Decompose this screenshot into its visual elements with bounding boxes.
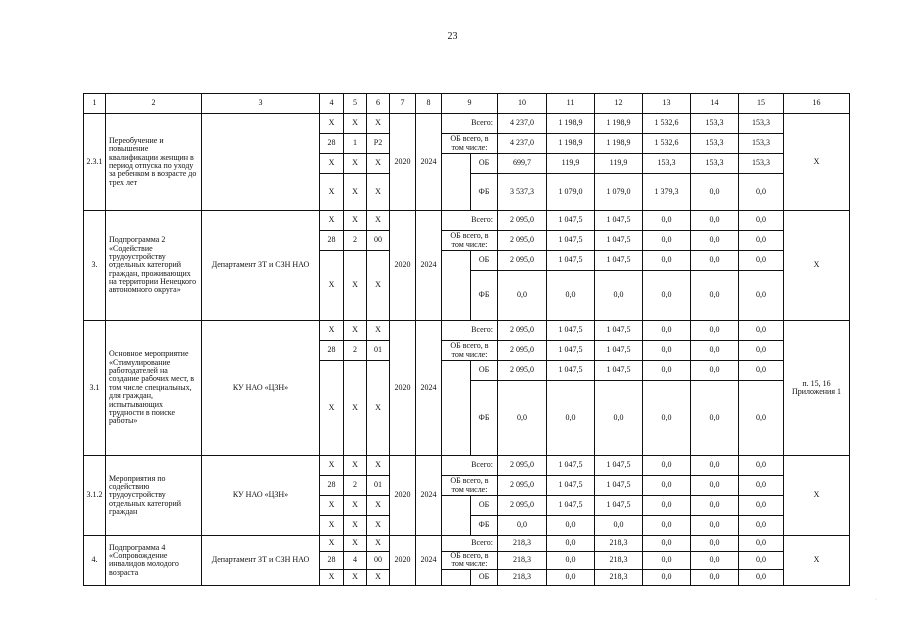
amount-col-11: 0,0 bbox=[547, 569, 595, 585]
code-col-5: X bbox=[344, 174, 367, 211]
code-col-6: X bbox=[367, 114, 390, 134]
funding-source: ОБ всего, в том числе: bbox=[442, 134, 498, 154]
amount-col-14: 0,0 bbox=[691, 341, 739, 361]
amount-col-11: 1 047,5 bbox=[547, 361, 595, 381]
code-col-4: 28 bbox=[320, 134, 344, 154]
amount-col-13: 0,0 bbox=[643, 271, 691, 321]
funding-source: ОБ bbox=[471, 569, 498, 585]
amount-col-12: 1 047,5 bbox=[595, 231, 643, 251]
amount-col-12: 1 047,5 bbox=[595, 361, 643, 381]
amount-col-10: 2 095,0 bbox=[498, 251, 547, 271]
amount-col-15: 0,0 bbox=[739, 321, 784, 341]
amount-col-12: 1 047,5 bbox=[595, 341, 643, 361]
funding-source: ФБ bbox=[471, 381, 498, 456]
code-col-6: 01 bbox=[367, 476, 390, 496]
amount-col-12: 1 047,5 bbox=[595, 476, 643, 496]
code-col-6: X bbox=[367, 154, 390, 174]
header-cell-14: 14 bbox=[691, 94, 739, 114]
amount-col-13: 0,0 bbox=[643, 361, 691, 381]
amount-col-11: 0,0 bbox=[547, 381, 595, 456]
financing-table bbox=[83, 93, 850, 586]
code-col-5: X bbox=[344, 114, 367, 134]
source-indent bbox=[442, 569, 471, 585]
item-name: Мероприятия по содействию трудоустройству отдельных категорий граждан bbox=[106, 456, 202, 536]
funding-source: ФБ bbox=[471, 516, 498, 536]
amount-col-13: 0,0 bbox=[643, 251, 691, 271]
source-indent bbox=[442, 154, 471, 211]
amount-col-14: 153,3 bbox=[691, 134, 739, 154]
amount-col-14: 0,0 bbox=[691, 174, 739, 211]
item-name: Подпрограмма 2 «Содействие трудоустройству отдельных категорий граждан, проживающих на территории Ненецкого автономного округа» bbox=[106, 211, 202, 321]
header-cell-12: 12 bbox=[595, 94, 643, 114]
amount-col-14: 0,0 bbox=[691, 552, 739, 570]
amount-col-11: 0,0 bbox=[547, 271, 595, 321]
code-col-6: X bbox=[367, 174, 390, 211]
code-col-6: X bbox=[367, 536, 390, 552]
code-col-6: X bbox=[367, 456, 390, 476]
amount-col-14: 0,0 bbox=[691, 476, 739, 496]
item-name: Основное мероприятие «Стимулирование работодателей на создание рабочих мест, в том числе специальных, для граждан, испытывающих трудности в поиске работы» bbox=[106, 321, 202, 456]
amount-col-10: 699,7 bbox=[498, 154, 547, 174]
amount-col-15: 0,0 bbox=[739, 476, 784, 496]
code-col-5: X bbox=[344, 516, 367, 536]
funding-source: Всего: bbox=[442, 456, 498, 476]
amount-col-15: 0,0 bbox=[739, 211, 784, 231]
amount-col-15: 153,3 bbox=[739, 154, 784, 174]
amount-col-13: 0,0 bbox=[643, 536, 691, 552]
funding-source: ОБ всего, в том числе: bbox=[442, 476, 498, 496]
amount-col-10: 3 537,3 bbox=[498, 174, 547, 211]
executor: КУ НАО «ЦЗН» bbox=[202, 321, 320, 456]
amount-col-14: 153,3 bbox=[691, 154, 739, 174]
amount-col-15: 0,0 bbox=[739, 231, 784, 251]
code-col-5: 1 bbox=[344, 134, 367, 154]
amount-col-10: 2 095,0 bbox=[498, 476, 547, 496]
code-col-6: X bbox=[367, 496, 390, 516]
amount-col-12: 218,3 bbox=[595, 569, 643, 585]
amount-col-11: 1 047,5 bbox=[547, 321, 595, 341]
margin-mark: · bbox=[875, 597, 877, 603]
amount-col-14: 0,0 bbox=[691, 569, 739, 585]
amount-col-12: 1 198,9 bbox=[595, 134, 643, 154]
amount-col-11: 1 047,5 bbox=[547, 476, 595, 496]
funding-source: ОБ bbox=[471, 154, 498, 174]
funding-source: ОБ всего, в том числе: bbox=[442, 231, 498, 251]
code-col-5: X bbox=[344, 496, 367, 516]
item-number: 4. bbox=[84, 536, 106, 586]
amount-col-14: 0,0 bbox=[691, 251, 739, 271]
header-row bbox=[84, 94, 850, 114]
amount-col-11: 0,0 bbox=[547, 536, 595, 552]
code-col-5: 2 bbox=[344, 341, 367, 361]
amount-col-10: 4 237,0 bbox=[498, 134, 547, 154]
amount-col-12: 218,3 bbox=[595, 536, 643, 552]
amount-col-12: 0,0 bbox=[595, 516, 643, 536]
table-row bbox=[84, 114, 850, 134]
code-col-4: X bbox=[320, 251, 344, 321]
executor bbox=[202, 114, 320, 211]
amount-col-11: 0,0 bbox=[547, 516, 595, 536]
amount-col-15: 153,3 bbox=[739, 134, 784, 154]
funding-source: ОБ bbox=[471, 251, 498, 271]
code-col-6: 01 bbox=[367, 341, 390, 361]
amount-col-13: 153,3 bbox=[643, 154, 691, 174]
header-cell-5: 5 bbox=[344, 94, 367, 114]
amount-col-11: 1 047,5 bbox=[547, 456, 595, 476]
code-col-4: X bbox=[320, 211, 344, 231]
amount-col-11: 1 198,9 bbox=[547, 134, 595, 154]
amount-col-12: 1 198,9 bbox=[595, 114, 643, 134]
page-number: 23 bbox=[447, 31, 458, 42]
code-col-5: X bbox=[344, 456, 367, 476]
amount-col-12: 0,0 bbox=[595, 381, 643, 456]
amount-col-11: 1 198,9 bbox=[547, 114, 595, 134]
amount-col-12: 1 079,0 bbox=[595, 174, 643, 211]
header-cell-3: 3 bbox=[202, 94, 320, 114]
year-start: 2020 bbox=[390, 114, 416, 211]
year-end: 2024 bbox=[416, 321, 442, 456]
amount-col-13: 0,0 bbox=[643, 476, 691, 496]
amount-col-15: 0,0 bbox=[739, 456, 784, 476]
code-col-6: 00 bbox=[367, 231, 390, 251]
code-col-6: X bbox=[367, 516, 390, 536]
code-col-4: 28 bbox=[320, 476, 344, 496]
year-end: 2024 bbox=[416, 114, 442, 211]
amount-col-10: 0,0 bbox=[498, 381, 547, 456]
amount-col-14: 153,3 bbox=[691, 114, 739, 134]
amount-col-15: 153,3 bbox=[739, 114, 784, 134]
amount-col-10: 2 095,0 bbox=[498, 456, 547, 476]
amount-col-14: 0,0 bbox=[691, 456, 739, 476]
amount-col-14: 0,0 bbox=[691, 516, 739, 536]
funding-source: ОБ bbox=[471, 361, 498, 381]
code-col-4: 28 bbox=[320, 341, 344, 361]
funding-source: Всего: bbox=[442, 536, 498, 552]
code-col-6: X bbox=[367, 251, 390, 321]
amount-col-13: 0,0 bbox=[643, 496, 691, 516]
code-col-6: 00 bbox=[367, 552, 390, 570]
code-col-5: X bbox=[344, 321, 367, 341]
amount-col-12: 1 047,5 bbox=[595, 251, 643, 271]
amount-col-13: 1 379,3 bbox=[643, 174, 691, 211]
table-row bbox=[84, 456, 850, 476]
amount-col-13: 0,0 bbox=[643, 231, 691, 251]
header-cell-16: 16 bbox=[784, 94, 850, 114]
amount-col-10: 218,3 bbox=[498, 552, 547, 570]
amount-col-14: 0,0 bbox=[691, 271, 739, 321]
funding-source: ОБ bbox=[471, 496, 498, 516]
header-cell-13: 13 bbox=[643, 94, 691, 114]
year-start: 2020 bbox=[390, 321, 416, 456]
year-end: 2024 bbox=[416, 211, 442, 321]
header-cell-11: 11 bbox=[547, 94, 595, 114]
amount-col-15: 0,0 bbox=[739, 381, 784, 456]
code-col-4: X bbox=[320, 496, 344, 516]
code-col-4: 28 bbox=[320, 552, 344, 570]
year-end: 2024 bbox=[416, 536, 442, 586]
item-number: 3.1 bbox=[84, 321, 106, 456]
amount-col-11: 1 047,5 bbox=[547, 211, 595, 231]
header-cell-1: 1 bbox=[84, 94, 106, 114]
amount-col-15: 0,0 bbox=[739, 536, 784, 552]
amount-col-13: 1 532,6 bbox=[643, 134, 691, 154]
code-col-4: X bbox=[320, 361, 344, 456]
funding-source: ОБ всего, в том числе: bbox=[442, 341, 498, 361]
code-col-5: X bbox=[344, 569, 367, 585]
amount-col-15: 0,0 bbox=[739, 341, 784, 361]
code-col-4: X bbox=[320, 321, 344, 341]
executor: КУ НАО «ЦЗН» bbox=[202, 456, 320, 536]
amount-col-12: 0,0 bbox=[595, 271, 643, 321]
year-start: 2020 bbox=[390, 536, 416, 586]
amount-col-11: 119,9 bbox=[547, 154, 595, 174]
amount-col-10: 2 095,0 bbox=[498, 361, 547, 381]
amount-col-15: 0,0 bbox=[739, 496, 784, 516]
code-col-4: X bbox=[320, 154, 344, 174]
table-row bbox=[84, 536, 850, 552]
amount-col-10: 0,0 bbox=[498, 516, 547, 536]
amount-col-15: 0,0 bbox=[739, 361, 784, 381]
amount-col-10: 2 095,0 bbox=[498, 211, 547, 231]
note: X bbox=[784, 211, 850, 321]
amount-col-14: 0,0 bbox=[691, 211, 739, 231]
code-col-5: X bbox=[344, 536, 367, 552]
header-cell-6: 6 bbox=[367, 94, 390, 114]
note: п. 15, 16 Приложения 1 bbox=[784, 321, 850, 456]
amount-col-10: 218,3 bbox=[498, 536, 547, 552]
source-indent bbox=[442, 361, 471, 456]
amount-col-14: 0,0 bbox=[691, 496, 739, 516]
table-row bbox=[84, 321, 850, 341]
funding-source: ОБ всего, в том числе: bbox=[442, 552, 498, 570]
code-col-5: 4 bbox=[344, 552, 367, 570]
code-col-4: X bbox=[320, 516, 344, 536]
amount-col-11: 1 079,0 bbox=[547, 174, 595, 211]
amount-col-10: 2 095,0 bbox=[498, 496, 547, 516]
amount-col-11: 1 047,5 bbox=[547, 496, 595, 516]
code-col-4: X bbox=[320, 456, 344, 476]
amount-col-15: 0,0 bbox=[739, 174, 784, 211]
amount-col-13: 0,0 bbox=[643, 456, 691, 476]
amount-col-13: 0,0 bbox=[643, 516, 691, 536]
item-number: 3. bbox=[84, 211, 106, 321]
item-name: Подпрограмма 4 «Сопровождение инвалидов молодого возраста bbox=[106, 536, 202, 586]
year-start: 2020 bbox=[390, 456, 416, 536]
code-col-5: X bbox=[344, 211, 367, 231]
amount-col-13: 1 532,6 bbox=[643, 114, 691, 134]
item-number: 3.1.2 bbox=[84, 456, 106, 536]
header-cell-8: 8 bbox=[416, 94, 442, 114]
header-cell-10: 10 bbox=[498, 94, 547, 114]
amount-col-14: 0,0 bbox=[691, 381, 739, 456]
code-col-6: X bbox=[367, 361, 390, 456]
code-col-6: X bbox=[367, 211, 390, 231]
item-name: Переобучение и повышение квалификации женщин в период отпуска по уходу за ребенком в возрасте до трех лет bbox=[106, 114, 202, 211]
code-col-4: X bbox=[320, 569, 344, 585]
amount-col-11: 1 047,5 bbox=[547, 341, 595, 361]
code-col-6: Р2 bbox=[367, 134, 390, 154]
source-indent bbox=[442, 496, 471, 536]
amount-col-13: 0,0 bbox=[643, 321, 691, 341]
note: X bbox=[784, 536, 850, 586]
amount-col-10: 2 095,0 bbox=[498, 231, 547, 251]
amount-col-11: 1 047,5 bbox=[547, 231, 595, 251]
table-row bbox=[84, 211, 850, 231]
amount-col-15: 0,0 bbox=[739, 552, 784, 570]
code-col-4: X bbox=[320, 174, 344, 211]
code-col-6: X bbox=[367, 569, 390, 585]
code-col-5: X bbox=[344, 154, 367, 174]
amount-col-13: 0,0 bbox=[643, 381, 691, 456]
amount-col-13: 0,0 bbox=[643, 211, 691, 231]
code-col-5: X bbox=[344, 361, 367, 456]
amount-col-11: 0,0 bbox=[547, 552, 595, 570]
header-cell-4: 4 bbox=[320, 94, 344, 114]
code-col-6: X bbox=[367, 321, 390, 341]
funding-source: Всего: bbox=[442, 114, 498, 134]
funding-source: ФБ bbox=[471, 271, 498, 321]
code-col-5: 2 bbox=[344, 476, 367, 496]
amount-col-14: 0,0 bbox=[691, 321, 739, 341]
funding-source: Всего: bbox=[442, 321, 498, 341]
amount-col-15: 0,0 bbox=[739, 569, 784, 585]
code-col-4: 28 bbox=[320, 231, 344, 251]
header-cell-9: 9 bbox=[442, 94, 498, 114]
note: X bbox=[784, 114, 850, 211]
amount-col-10: 218,3 bbox=[498, 569, 547, 585]
year-start: 2020 bbox=[390, 211, 416, 321]
code-col-5: 2 bbox=[344, 231, 367, 251]
amount-col-10: 2 095,0 bbox=[498, 341, 547, 361]
amount-col-12: 119,9 bbox=[595, 154, 643, 174]
funding-source: ФБ bbox=[471, 174, 498, 211]
amount-col-13: 0,0 bbox=[643, 341, 691, 361]
code-col-4: X bbox=[320, 536, 344, 552]
code-col-4: X bbox=[320, 114, 344, 134]
header-cell-15: 15 bbox=[739, 94, 784, 114]
amount-col-15: 0,0 bbox=[739, 271, 784, 321]
item-number: 2.3.1 bbox=[84, 114, 106, 211]
year-end: 2024 bbox=[416, 456, 442, 536]
amount-col-14: 0,0 bbox=[691, 231, 739, 251]
amount-col-12: 1 047,5 bbox=[595, 321, 643, 341]
executor: Департамент ЗТ и СЗН НАО bbox=[202, 211, 320, 321]
amount-col-11: 1 047,5 bbox=[547, 251, 595, 271]
amount-col-12: 218,3 bbox=[595, 552, 643, 570]
executor: Департамент ЗТ и СЗН НАО bbox=[202, 536, 320, 586]
amount-col-12: 1 047,5 bbox=[595, 496, 643, 516]
header-cell-2: 2 bbox=[106, 94, 202, 114]
amount-col-12: 1 047,5 bbox=[595, 456, 643, 476]
source-indent bbox=[442, 251, 471, 321]
amount-col-10: 2 095,0 bbox=[498, 321, 547, 341]
note: X bbox=[784, 456, 850, 536]
funding-source: Всего: bbox=[442, 211, 498, 231]
amount-col-15: 0,0 bbox=[739, 516, 784, 536]
amount-col-14: 0,0 bbox=[691, 361, 739, 381]
amount-col-15: 0,0 bbox=[739, 251, 784, 271]
amount-col-13: 0,0 bbox=[643, 569, 691, 585]
amount-col-14: 0,0 bbox=[691, 536, 739, 552]
amount-col-10: 4 237,0 bbox=[498, 114, 547, 134]
header-cell-7: 7 bbox=[390, 94, 416, 114]
amount-col-10: 0,0 bbox=[498, 271, 547, 321]
amount-col-13: 0,0 bbox=[643, 552, 691, 570]
code-col-5: X bbox=[344, 251, 367, 321]
amount-col-12: 1 047,5 bbox=[595, 211, 643, 231]
